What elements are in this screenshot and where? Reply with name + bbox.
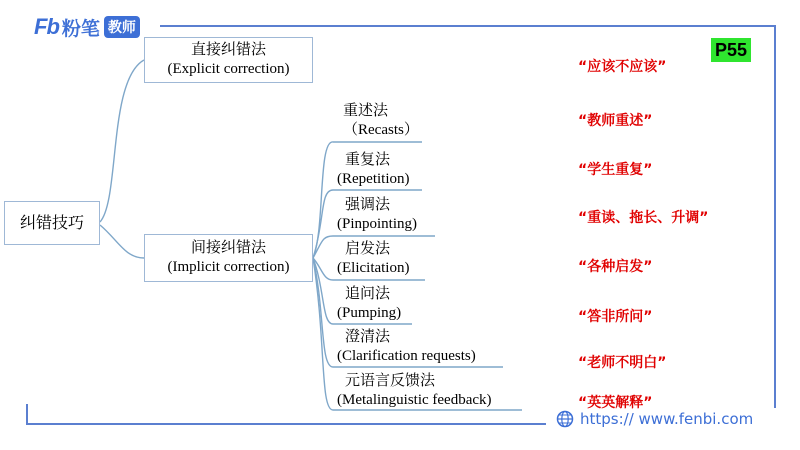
connector-implicit-repetition [313,190,333,258]
example-elicitation: “各种启发” [578,259,653,275]
footer-url-text[interactable]: https:// www.fenbi.com [580,410,754,428]
node-implicit-correction [144,234,313,282]
method-pinpointing [337,196,417,234]
page-number-badge: P55 [711,38,751,62]
logo-fb-mark: Fb [34,14,59,39]
method-pumping-cn: 追问法 [345,286,391,302]
example-clarification: “老师不明白” [578,355,667,371]
method-clarification-en: (Clarification requests) [337,348,476,364]
method-repetition-en: (Repetition) [337,171,410,187]
method-recasts-en: （Recasts） [343,122,419,138]
method-pumping [337,285,401,323]
connector-root-explicit [100,60,144,222]
logo-badge: 教师 [104,16,140,38]
method-pinpointing-cn: 强调法 [345,197,391,213]
method-pinpointing-en: (Pinpointing) [337,216,418,232]
method-metalinguistic [337,372,492,410]
method-clarification-cn: 澄清法 [345,329,391,345]
footer-url[interactable] [556,410,753,428]
method-recasts-cn: 重述法 [343,103,389,119]
example-metalinguistic: “英英解释” [578,395,653,411]
example-pinpointing: “重读、拖长、升调” [578,210,709,226]
example-explicit: “应该不应该” [578,59,667,75]
example-pumping: “答非所问” [578,309,653,325]
connector-root-implicit [100,225,144,258]
method-recasts [343,102,419,140]
example-recasts: “教师重述” [578,113,653,129]
node-explicit-correction [144,37,313,83]
method-elicitation-cn: 启发法 [345,241,391,257]
method-pumping-en: (Pumping) [337,305,402,321]
method-elicitation [337,240,409,278]
explicit-cn-label: 直接纠错法 [190,42,266,58]
root-node-error-correction [4,201,100,245]
implicit-en-label: (Implicit correction) [167,259,290,275]
method-elicitation-en: (Elicitation) [337,260,410,276]
method-metalinguistic-cn: 元语言反馈法 [345,373,436,389]
globe-icon [556,410,574,428]
connector-implicit-pumping [313,258,333,324]
method-repetition [337,151,409,189]
root-label: 纠错技巧 [19,214,84,232]
example-repetition: “学生重复” [578,162,653,178]
implicit-cn-label: 间接纠错法 [190,240,266,256]
method-clarification [337,328,476,366]
logo-brand-text: 粉笔 [61,17,100,40]
explicit-en-label: (Explicit correction) [167,61,290,77]
method-repetition-cn: 重复法 [345,152,391,168]
method-metalinguistic-en: (Metalinguistic feedback) [337,392,492,408]
